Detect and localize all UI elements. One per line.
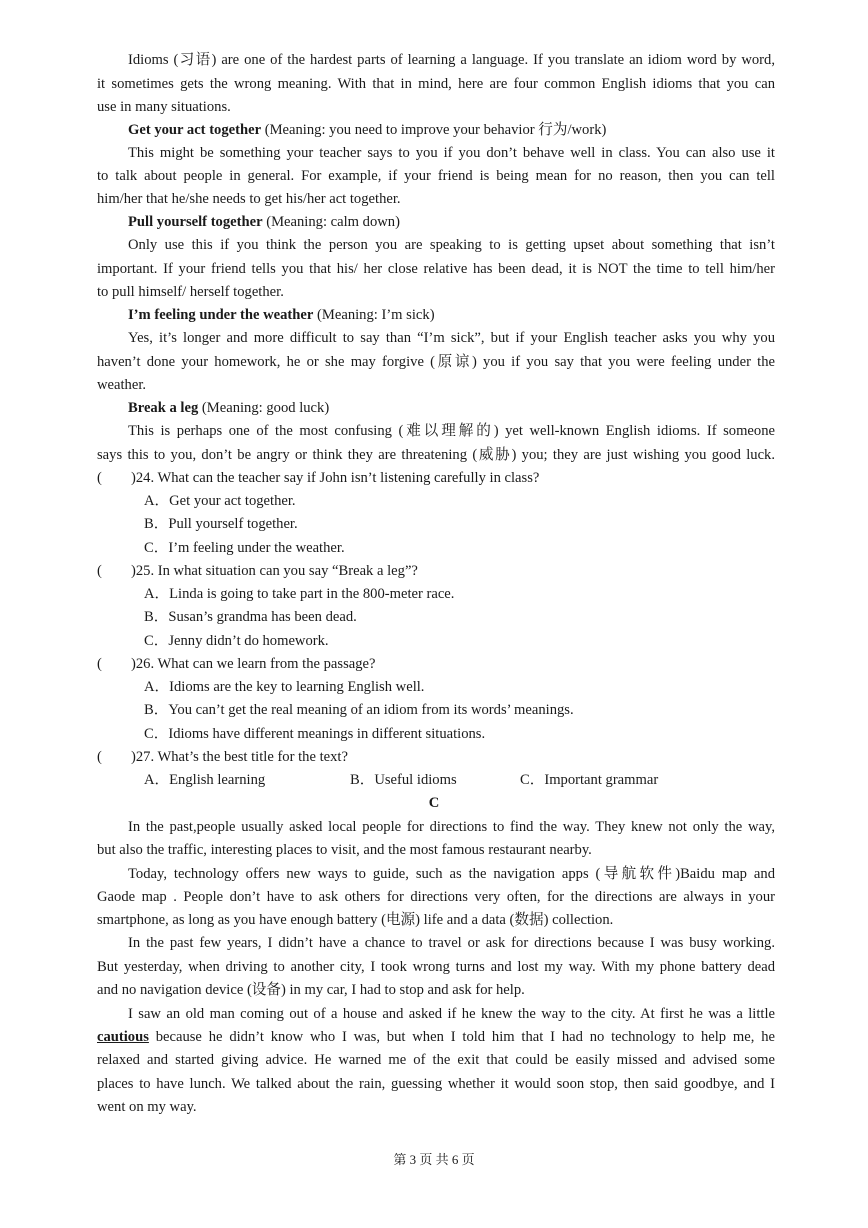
intro-line-3: use in many situations. (97, 99, 231, 115)
question-27-option-c: C．Important grammar (520, 772, 659, 788)
idiom-title: Get your act together (128, 122, 262, 138)
question-26 (97, 654, 375, 674)
question-stem: )27. What’s the best title for the text? (131, 749, 348, 765)
idiom-4-line-2: says this to you, don’t be angry or think they are threatening (威胁) you; they are just wishing you good luck. (97, 447, 775, 463)
idiom-meaning: (Meaning: good luck) (198, 400, 330, 416)
question-stem: )24. What can the teacher say if John isn’t listening carefully in class? (131, 470, 540, 486)
answer-blank[interactable]: ( (97, 656, 102, 672)
intro-line-1: Idioms (习语) are one of the hardest parts of learning a language. If you translate an idiom word by word, (128, 52, 775, 68)
idiom-1-line-2: to talk about people in general. For example, if your friend is being mean for no reason, then you can tell (97, 168, 775, 184)
question-24-option-a: A．Get your act together. (144, 493, 296, 509)
idiom-heading-2 (128, 212, 775, 232)
idiom-3-line-1: Yes, it’s longer and more difficult to say than “I’m sick”, but if your English teacher asks you why you (128, 330, 775, 346)
passage-c-p4-line-4: places to have lunch. We talked about the rain, guessing whether it would soon stop, then said goodbye, and I (97, 1076, 775, 1092)
idiom-3-line-2: haven’t done your homework, he or she may forgive (原谅) you if you say that you were feeling under the (97, 354, 775, 370)
idiom-2-line-3: to pull himself/ herself together. (97, 284, 284, 300)
idiom-title: I’m feeling under the weather (128, 307, 314, 323)
idiom-1-line-3: him/her that he/she needs to get his/her act together. (97, 191, 401, 207)
passage-c-p3-line-3: and no navigation device (设备) in my car, I had to stop and ask for help. (97, 982, 525, 998)
question-26-option-c: C．Idioms have different meanings in different situations. (144, 726, 486, 742)
answer-blank[interactable]: ( (97, 470, 102, 486)
underlined-word: cautious (97, 1029, 149, 1045)
p4-line-2-text: because he didn’t know who I was, but when I told him that I had no technology to help me, he (148, 1029, 775, 1045)
passage-c-p1-line-1: In the past,people usually asked local people for directions to find the way. They knew not only the way, (128, 819, 775, 835)
question-25-option-b: B．Susan’s grandma has been dead. (144, 609, 357, 625)
question-25 (97, 561, 418, 581)
idiom-title: Break a leg (128, 400, 199, 416)
question-24 (97, 468, 539, 488)
passage-c-p4-line-5: went on my way. (97, 1099, 197, 1115)
passage-c-p4-line-2 (97, 1027, 775, 1047)
question-25-option-a: A．Linda is going to take part in the 800-meter race. (144, 586, 455, 602)
question-stem: )26. What can we learn from the passage? (131, 656, 376, 672)
answer-blank[interactable]: ( (97, 749, 102, 765)
passage-c-p2-line-2: Gaode map . People don’t have to ask others for directions very often, for the directions are always in your (97, 889, 775, 905)
section-heading-c: C (428, 795, 440, 811)
passage-c-p4-line-3: relaxed and started giving advice. He warned me of the exit that could be easily missed and advised some (97, 1052, 775, 1068)
idiom-title: Pull yourself together (128, 214, 263, 230)
idiom-meaning: (Meaning: calm down) (262, 214, 400, 230)
idiom-heading-1 (128, 120, 775, 140)
passage-c-p1-line-2: but also the traffic, interesting places to visit, and the most famous restaurant nearby. (97, 842, 592, 858)
question-27-option-b: B．Useful idioms (350, 772, 457, 788)
question-24-option-c: C．I’m feeling under the weather. (144, 540, 345, 556)
idiom-1-line-1: This might be something your teacher says to you if you don’t behave well in class. You can also use it (128, 145, 775, 161)
passage-c-p3-line-2: But yesterday, when driving to another city, I took wrong turns and lost my way. With my phone battery dead (97, 959, 775, 975)
idiom-3-line-3: weather. (97, 377, 147, 393)
passage-c-p3-line-1: In the past few years, I didn’t have a chance to travel or ask for directions because I was busy working. (128, 935, 775, 951)
idiom-heading-4 (128, 398, 775, 418)
passage-c-p4-line-1: I saw an old man coming out of a house and asked if he knew the way to the city. At first he was a little (128, 1006, 775, 1022)
question-27 (97, 747, 348, 767)
question-26-option-b: B．You can’t get the real meaning of an idiom from its words’ meanings. (144, 702, 574, 718)
page-number-footer: 第 3 页 共 6 页 (393, 1152, 475, 1167)
question-25-option-c: C．Jenny didn’t do homework. (144, 633, 329, 649)
question-26-option-a: A．Idioms are the key to learning English well. (144, 679, 425, 695)
idiom-4-line-1: This is perhaps one of the most confusing (难以理解的) yet well-known English idioms. If someone (128, 423, 775, 439)
passage-c-p2-line-1: Today, technology offers new ways to guide, such as the navigation apps (导航软件)Baidu map and (128, 866, 775, 882)
question-stem: )25. In what situation can you say “Break a leg”? (131, 563, 418, 579)
idiom-2-line-1: Only use this if you think the person you are speaking to is getting upset about something that isn’t (128, 237, 775, 253)
answer-blank[interactable]: ( (97, 563, 102, 579)
intro-line-2: it sometimes gets the wrong meaning. With that in mind, here are four common English idioms that you can (97, 76, 775, 92)
idiom-2-line-2: important. If your friend tells you that his/ her close relative has been dead, it is NOT the time to tell him/her (97, 261, 775, 277)
question-27-option-a: A．English learning (144, 772, 266, 788)
idiom-heading-3 (128, 305, 775, 325)
idiom-meaning: (Meaning: you need to improve your behavior 行为/work) (261, 122, 607, 138)
passage-c-p2-line-3: smartphone, as long as you have enough battery (电源) life and a data (数据) collection. (97, 912, 614, 928)
idiom-meaning: (Meaning: I’m sick) (313, 307, 435, 323)
question-24-option-b: B．Pull yourself together. (144, 516, 298, 532)
